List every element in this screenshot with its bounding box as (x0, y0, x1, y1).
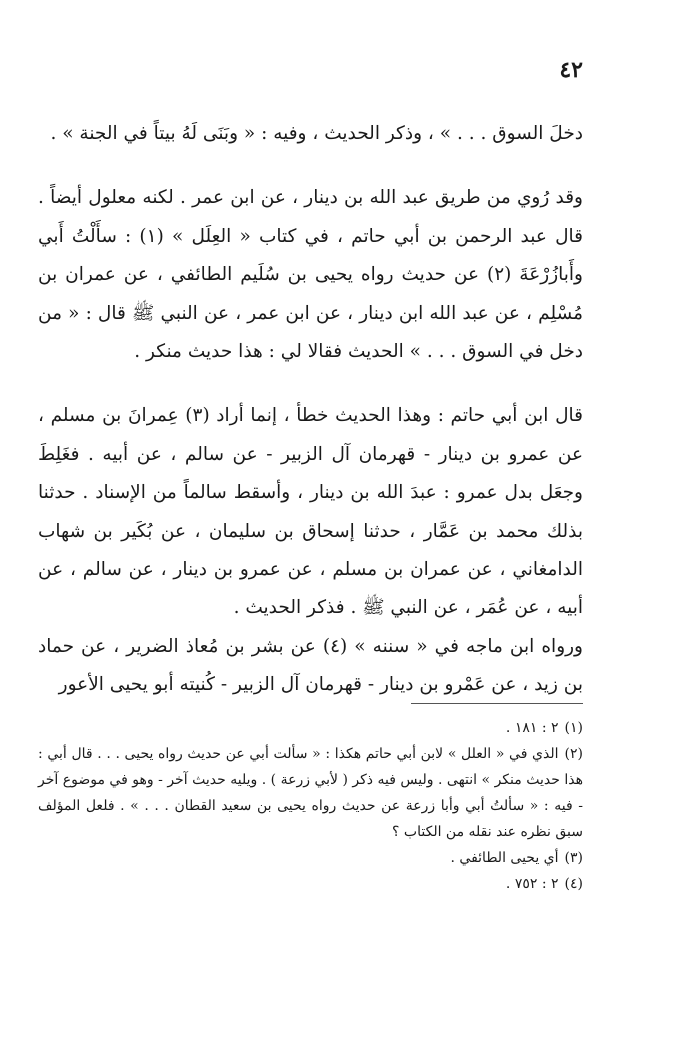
footnote (38, 871, 583, 897)
footnote-text: ٢ : ٧٥٢ . (505, 876, 559, 892)
footnote-divider (411, 703, 583, 704)
footnote-number: (٢) (564, 746, 583, 762)
footnotes (38, 715, 583, 897)
footnote (38, 741, 583, 845)
footnote-number: (١) (564, 720, 583, 736)
main-text (38, 115, 583, 705)
footnote-text: أي يحيى الطائفي . (450, 850, 559, 866)
page-number: ٤٢ (559, 57, 583, 83)
footnote-number: (٤) (564, 876, 583, 892)
book-page (38, 55, 583, 1015)
paragraph: قال ابن أبي حاتم : وهذا الحديث خطأ ، إنما أراد (٣) عِمرانَ بن مسلم ، عن عمرو بن دينار - قهرمان آل الزبير - عن سالم ، عن أبيه . فغَلِطَ وجعَل بدل عمرو : عبدَ الله بن دينار ، وأسقط سالماً من الإسناد . حدثنا بذلك محمد بن عَمَّار ، حدثنا إسحاق بن سليمان ، عن بُكَير بن شهاب الدامغاني ، عن عمران بن مسلم ، عن عمرو بن دينار ، عن سالم ، عن أبيه ، عن عُمَر ، عن النبي ﷺ . فذكر الحديث . (38, 405, 584, 619)
footnote-text: الذي في « العلل » لابن أبي حاتم هكذا : « سألت أبي عن حديث رواه يحيى . . . قال أبي : هذا حديث منكر » انتهى . وليس فيه ذكر ( لأبي زرعة ) . ويليه حديث آخر - وهو في موضوع آخر - فيه : « سألتُ أبي وأبا زرعة عن حديث رواه يحيى بن سعيد القطان . . . » . فلعل المؤلف سبق نظره عند نقله من الكتاب ؟ (38, 746, 583, 840)
paragraph: وقد رُوي من طريق عبد الله بن دينار ، عن ابن عمر . لكنه معلول أيضاً . قال عبد الرحمن بن أبي حاتم ، في كتاب « العِلَل » (١) : سأَلْتُ أَبي وأَبازُرْعَةَ (٢) عن حديث رواه يحيى بن سُلَيم الطائفي ، عن عمران بن مُسْلِم ، عن عبد الله ابن دينار ، عن ابن عمر ، عن النبي ﷺ قال : « من دخل في السوق . . . » الحديث فقالا لي : هذا حديث منكر . (38, 187, 583, 363)
footnote-text: ٢ : ١٨١ . (505, 720, 559, 736)
paragraph: ورواه ابن ماجه في « سننه » (٤) عن بشر بن مُعاذ الضرير ، عن حماد بن زيد ، عن عَمْرو بن دينار - قهرمان آل الزبير - كُنيته أبو يحيى الأعور (38, 635, 583, 696)
footnote-number: (٣) (564, 850, 583, 866)
footnote (38, 715, 583, 741)
paragraph: دخلَ السوق . . . » ، وذكر الحديث ، وفيه : « وبَنَى لَهُ بيتاً في الجنة » . (50, 123, 583, 144)
footnote (38, 845, 583, 871)
